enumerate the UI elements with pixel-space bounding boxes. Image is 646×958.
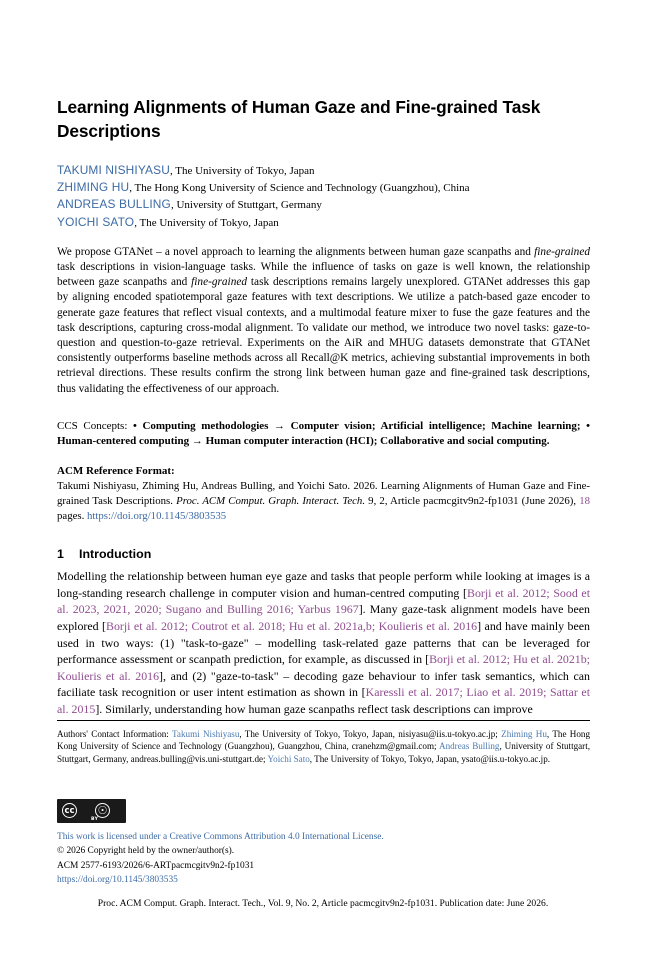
ccs-text: • Computing methodologies → Computer vision; Artificial intelligence; Machine learning; • Human-centered computing → Human computer interaction (HCI); Collaborative and social computing. — [57, 419, 591, 448]
abstract-paragraph: We propose GTANet – a novel approach to learning the alignments between human gaze scanpaths and fine-grained task descriptions in vision-language tasks. While the influence of tasks on gaze is well known, the relationship between gaze scanpaths and fine-grained task descriptions remains largely unexplored. GTANet addresses this gap by aligning encoded spatiotemporal gaze features with text descriptions. We utilize a patch-based gaze encoder to generate gaze features that reflect visual contexts, and a multimodal feature mixer to fuse the gaze features and the task descriptions, capturing cross-modal alignment. To validate our method, we introduce two novel tasks: gaze-to-question and question-to-gaze retrieval. Experiments on the AiR and MHUG datasets demonstrate that GTANet consistently outperforms baseline methods across all Recall@K metrics, achieving substantial improvements in both retrieval directions. These results confirm the strong link between human gaze and fine-grained task descriptions, thus validating the effectiveness of our approach. — [57, 245, 590, 395]
intro-paragraph: Modelling the relationship between human eye gaze and tasks that people perform while looking at images is a long-standing research challenge in computer vision and human-centred computing [Borji et al. 2012; Sood et al. 2023, 2021, 2020; Sugano and Bulling 2016; Yarbus 1967]. Many gaze-task alignment models have been explored [Borji et al. 2012; Coutrot et al. 2018; Hu et al. 2021a,b; Koulieris et al. 2016] and have mainly been used in two ways: (1) "task-to-gaze" – modelling task-related gaze patterns that can be leveraged for performance assessment or scanpath prediction, for example, as discussed in [Borji et al. 2012; Hu et al. 2021b; Koulieris et al. 2016], and (2) "gaze-to-task" – decoding gaze behaviour to infer task semantics, which can faciliate task recognition or user intent estimation as shown in [Karessli et al. 2017; Liao et al. 2019; Sattar et al. 2015]. Similarly, understanding how human gaze scanpaths reflect task descriptions can improve — [57, 569, 591, 716]
venue-name: Proc. ACM Comput. Graph. Interact. Tech. — [176, 495, 366, 508]
emphasis: fine-grained — [191, 276, 248, 289]
acm-issn-line: ACM 2577-6193/2026/6-ARTpacmcgitv9n2-fp1031 — [57, 860, 255, 871]
emphasis: fine-grained — [534, 245, 590, 258]
author-entry — [57, 196, 590, 213]
footnote-author-link[interactable]: Takumi Nishiyasu — [172, 729, 240, 739]
author-entry — [57, 179, 590, 196]
cc-by-label: BY — [91, 817, 99, 822]
footnote-label: Authors' Contact Information: — [57, 729, 169, 739]
author-name[interactable]: TAKUMI NISHIYASU — [57, 163, 170, 177]
author-affiliation: , University of Stuttgart, Germany — [170, 199, 322, 212]
author-name[interactable]: ZHIMING HU — [57, 180, 130, 195]
copyright-line: © 2026 Copyright held by the owner/author(s). — [57, 846, 235, 857]
citation-link[interactable]: Borji et al. 2012; Coutrot et al. 2018; Hu et al. 2021a,b; Koulieris et al. 2016 — [106, 619, 478, 634]
footnote-author-detail: , The University of Tokyo, Tokyo, Japan, nisiyasu@iis.u-tokyo.ac.jp; — [239, 729, 498, 739]
citation-link[interactable]: Borji et al. 2012; Sood et al. 2023, 2021, 2020; Sugano and Bulling 2016; Yarbus 1967 — [57, 585, 591, 617]
acm-reference-text: Takumi Nishiyasu, Zhiming Hu, Andreas Bulling, and Yoichi Sato. 2026. Learning Alignments of Human Gaze and Fine-grained Task Descriptions. Proc. ACM Comput. Graph. Interact. Tech. 9, 2, Article pacmcgitv9n2-fp1031 (June 2026), 18 pages. https://doi.org/10.1145/3803535 — [57, 480, 590, 522]
creative-commons-badge — [57, 799, 126, 823]
citation-link[interactable]: Karessli et al. 2017; Liao et al. 2019; Sattar et al. 2015 — [57, 685, 591, 716]
author-affiliation: , The Hong Kong University of Science and Technology (Guangzhou), China — [129, 182, 470, 195]
author-affiliation: , The University of Tokyo, Japan — [169, 165, 315, 177]
author-name[interactable]: YOICHI SATO — [57, 214, 135, 229]
ccs-concepts — [57, 419, 590, 449]
author-list — [57, 162, 590, 231]
section-title: Introduction — [79, 547, 152, 562]
section-heading — [57, 547, 590, 561]
cc-icon: cc — [62, 803, 77, 818]
author-entry — [57, 162, 590, 179]
section-number: 1 — [57, 547, 64, 562]
ccs-label: CCS Concepts: — [57, 419, 128, 432]
footnote-author-link[interactable]: Zhiming Hu — [501, 729, 547, 739]
doi-link[interactable]: https://doi.org/10.1145/3803535 — [86, 509, 227, 522]
acm-reference-heading: ACM Reference Format: — [57, 465, 175, 478]
page-count-link[interactable]: 18 — [579, 495, 590, 508]
page-title: Learning Alignments of Human Gaze and Fine-grained Task Descriptions — [57, 97, 541, 141]
footnote-author-detail: , University of Stuttgart, Stuttgart, Germany, andreas.bulling@vis.uni-stuttgart.de; — [57, 741, 591, 764]
footnote-author-link[interactable]: Andreas Bulling — [439, 741, 500, 752]
paper-content — [57, 96, 590, 718]
footnote-author-detail: , The Hong Kong University of Science and Technology (Guangzhou), Guangzhou, China, cranehzm@gmail.com; — [57, 729, 591, 752]
license-link[interactable]: This work is licensed under a Creative Commons Attribution 4.0 International License. — [57, 832, 384, 842]
footnote-divider — [57, 720, 590, 721]
author-affiliation: , The University of Tokyo, Japan — [134, 216, 279, 229]
doi-link[interactable]: https://doi.org/10.1145/3803535 — [57, 875, 178, 886]
page-footer: Proc. ACM Comput. Graph. Interact. Tech., Vol. 9, No. 2, Article pacmcgitv9n2-fp1031. Publication date: June 2026. — [97, 898, 549, 909]
footnote-author-detail: , The University of Tokyo, Tokyo, Japan, ysato@iis.u-tokyo.ac.jp. — [309, 753, 551, 764]
license-block — [57, 830, 590, 888]
authors-contact-footnote — [57, 728, 590, 765]
citation-link[interactable]: Borji et al. 2012; Hu et al. 2021b; Koulieris et al. 2016 — [57, 652, 590, 683]
footnote-author-link[interactable]: Yoichi Sato — [267, 753, 310, 764]
author-entry — [57, 214, 590, 231]
cc-by-person-icon: ☉ — [95, 803, 110, 818]
author-name[interactable]: ANDREAS BULLING — [57, 197, 171, 212]
